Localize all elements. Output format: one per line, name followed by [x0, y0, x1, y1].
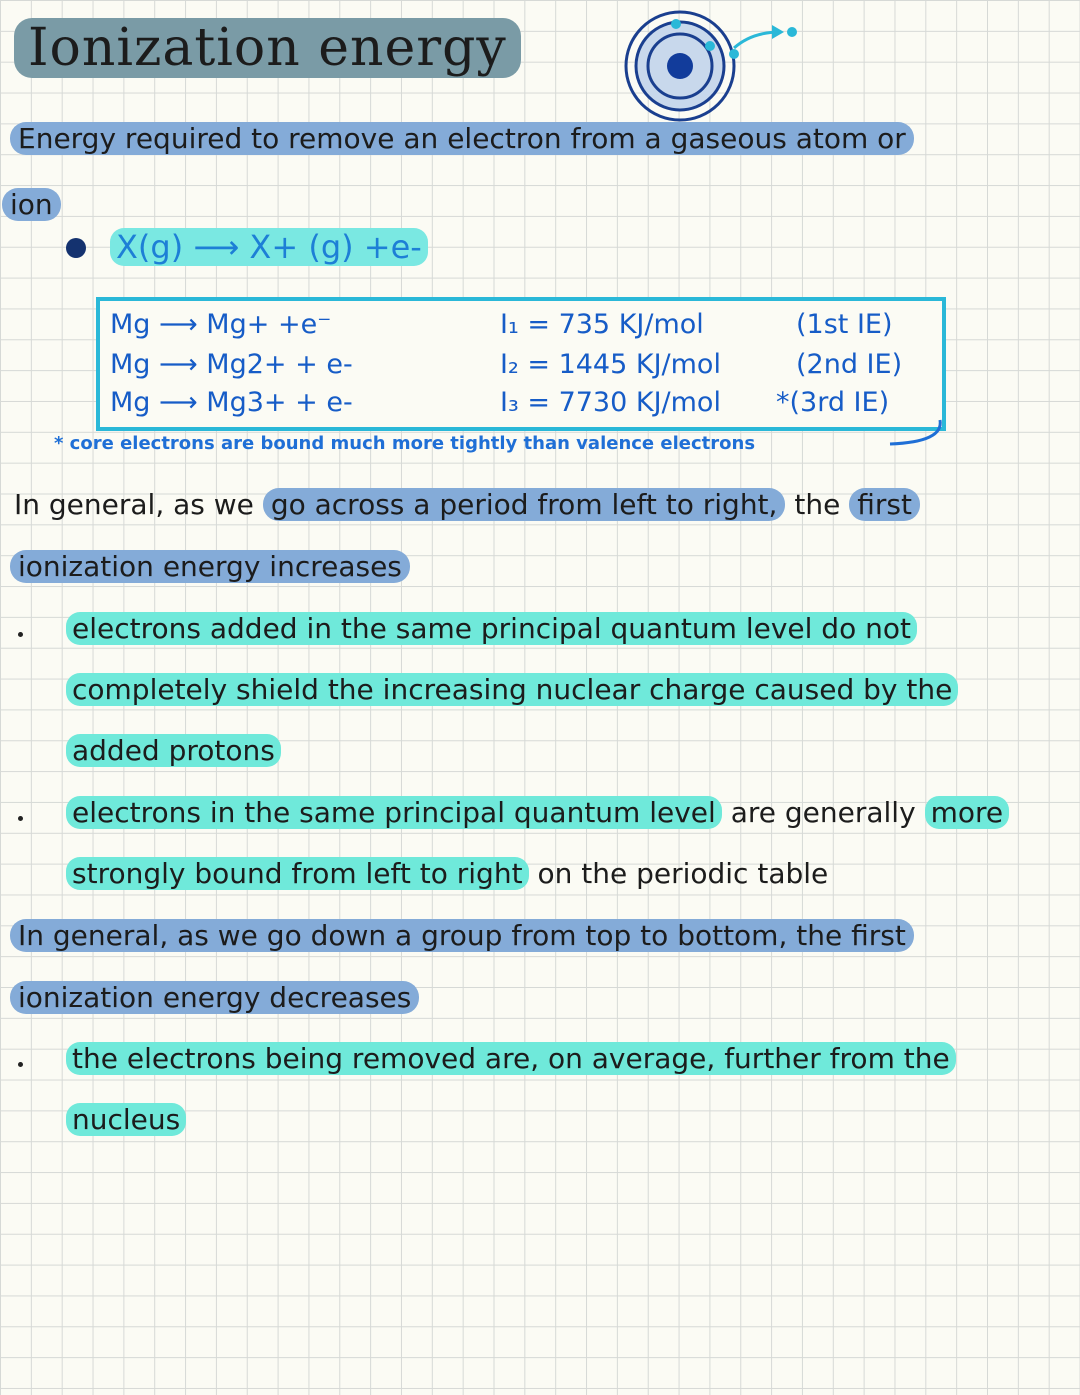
period-bullet-2-line-2: strongly bound from left to right on the periodic table	[66, 857, 828, 890]
label-3: *(3rd IE)	[776, 387, 890, 418]
definition-line-1: Energy required to remove an electron from a gaseous atom or	[10, 122, 914, 155]
energy-1: I₁ = 735 KJ/mol	[500, 309, 704, 340]
period-bullet-1-line-3: added protons	[66, 734, 281, 767]
group-trend-line-2: ionization energy decreases	[10, 981, 419, 1014]
bullet-dot	[18, 632, 23, 637]
period-bullet-1-line-1: electrons added in the same principal quantum level do not	[66, 612, 917, 645]
core-electrons-note: * core electrons are bound much more tightly than valence electrons	[54, 433, 756, 454]
period-trend-line-1: In general, as we go across a period from left to right, the first	[14, 488, 920, 521]
reaction-2: Mg ⟶ Mg2+ + e-	[110, 349, 353, 380]
bullet-dot	[18, 816, 23, 821]
definition-line-2: ion	[2, 188, 61, 221]
reaction-3: Mg ⟶ Mg3+ + e-	[110, 387, 353, 418]
label-1: (1st IE)	[796, 309, 893, 340]
group-bullet-line-1: the electrons being removed are, on average, further from the	[66, 1042, 956, 1075]
ionization-table-box	[96, 297, 946, 431]
group-trend-line-1: In general, as we go down a group from top to bottom, the first	[10, 919, 914, 952]
bullet-dot	[66, 238, 86, 258]
label-2: (2nd IE)	[796, 349, 903, 380]
reaction-1: Mg ⟶ Mg+ +e⁻	[110, 309, 332, 340]
bullet-dot	[18, 1062, 23, 1067]
title-text: Ionization energy	[14, 18, 521, 78]
group-bullet-line-2: nucleus	[66, 1103, 186, 1136]
energy-3: I₃ = 7730 KJ/mol	[500, 387, 721, 418]
general-equation: X(g) ⟶ X+ (g) +e-	[110, 228, 428, 266]
energy-2: I₂ = 1445 KJ/mol	[500, 349, 721, 380]
period-bullet-2-line-1: electrons in the same principal quantum level are generally more	[66, 796, 1009, 829]
page-title	[14, 18, 521, 78]
period-trend-line-2: ionization energy increases	[10, 550, 410, 583]
note-arrow-icon	[882, 416, 952, 456]
atom-icon	[622, 8, 802, 126]
period-bullet-1-line-2: completely shield the increasing nuclear charge caused by the	[66, 673, 958, 706]
